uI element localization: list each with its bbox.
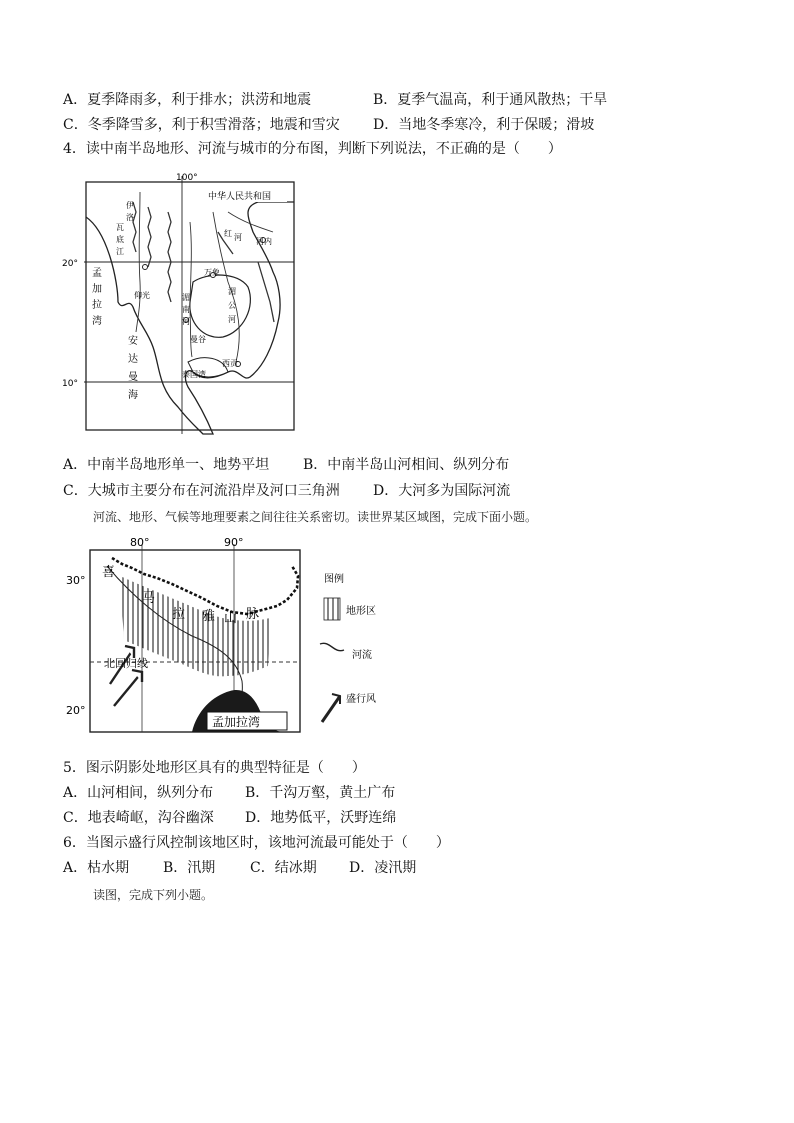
lat-20-label: 20°: [62, 259, 78, 269]
sea-label-da: 达: [128, 354, 138, 365]
lat-20-label: 20°: [66, 704, 86, 717]
himalaya-label-6: 脉: [246, 607, 260, 622]
q5-option-a: A．山河相间，纵列分布: [63, 785, 214, 801]
legend-wind-swatch: [322, 696, 340, 722]
q5-stem: 5．图示阴影处地形区具有的典型特征是（ ）: [63, 760, 366, 776]
menam-label-3: 河: [182, 317, 190, 326]
river-label-wa: 瓦: [116, 223, 124, 232]
q6-option-a: A．枯水期: [63, 860, 130, 876]
himalaya-label-5: 山: [224, 611, 238, 626]
mekong-label-3: 河: [228, 315, 236, 324]
city-label-bangkok: 曼谷: [190, 335, 206, 344]
q4-stem: 4．读中南半岛地形、河流与城市的分布图，判断下列说法，不正确的是（ ）: [63, 141, 562, 157]
q6-option-c: C．结冰期: [250, 860, 317, 876]
city-label-hanoi: 河内: [256, 237, 272, 246]
bay-label-wan: 湾: [92, 316, 102, 327]
city-label-saigon: 西贡: [222, 359, 238, 368]
lat-30-label: 30°: [66, 574, 86, 587]
legend-title: 图例: [324, 574, 344, 585]
mekong-label-1: 湄: [228, 287, 236, 296]
legend: [320, 572, 376, 722]
lon-80-label: 80°: [130, 536, 150, 549]
bay-label-jia: 加: [92, 284, 102, 295]
intro-text-2: 读图，完成下列小题。: [93, 888, 214, 902]
mekong-label-2: 公: [228, 301, 236, 310]
q6-option-b: B．汛期: [163, 860, 216, 876]
red-river-label-he: 河: [234, 233, 242, 242]
bay-label: 孟加拉湾: [212, 715, 261, 729]
legend-wind-label: 盛行风: [346, 694, 376, 705]
himalaya-label-1: 喜: [102, 565, 116, 580]
china-label: 中华人民共和国: [208, 192, 272, 202]
legend-terrain-swatch: [324, 598, 340, 620]
menam-label-2: 南: [182, 305, 190, 314]
q4-option-b: B．中南半岛山河相间、纵列分布: [303, 457, 510, 473]
q4-option-a: A．中南半岛地形单一、地势平坦: [63, 457, 270, 473]
lon-100-label: 100°: [176, 173, 198, 183]
tropic-label: 北回归线: [104, 657, 148, 670]
legend-river-label: 河流: [352, 650, 372, 661]
himalaya-label-3: 拉: [172, 607, 186, 622]
q6-option-d: D．凌汛期: [349, 860, 417, 876]
river-label-jiang: 江: [116, 247, 124, 256]
river-label-yi: 伊: [126, 201, 134, 210]
lon-90-label: 90°: [224, 536, 244, 549]
q4-option-d: D．大河多为国际河流: [373, 483, 511, 499]
bay-label-la: 拉: [92, 300, 102, 311]
city-label-yangon: 仰光: [134, 291, 150, 300]
sea-label-an: 安: [128, 336, 138, 347]
q3-option-c: C．冬季降雪多，利于积雪滑落；地震和雪灾: [63, 117, 340, 133]
gulf-label: 泰国湾: [182, 370, 206, 379]
intro-text-1: 河流、地形、气候等地理要素之间往往关系密切。读世界某区域图，完成下面小题。: [93, 510, 538, 524]
himalaya-label-2: 马: [142, 591, 156, 606]
q5-option-b: B．千沟万壑，黄土广布: [245, 785, 396, 801]
legend-river-swatch: [320, 643, 344, 650]
sea-label-hai: 海: [128, 390, 138, 401]
q3-option-d: D．当地冬季寒冷，利于保暖；滑坡: [373, 117, 595, 133]
q3-option-a: A．夏季降雨多，利于排水；洪涝和地震: [63, 92, 312, 108]
q5-option-c: C．地表崎岖，沟谷幽深: [63, 810, 214, 826]
bay-label-meng: 孟: [92, 268, 102, 279]
river-label-luo: 洛: [126, 213, 134, 222]
lat-10-label: 10°: [62, 379, 78, 389]
q6-stem: 6．当图示盛行风控制该地区时，该地河流最可能处于（ ）: [63, 835, 450, 851]
red-river-label-hong: 红: [224, 229, 232, 238]
himalaya-label-4: 雅: [202, 609, 216, 624]
city-label-vientiane: 万象: [204, 268, 220, 277]
sea-label-man: 曼: [128, 372, 138, 383]
q4-option-c: C．大城市主要分布在河流沿岸及河口三角洲: [63, 483, 340, 499]
himalaya-map: [62, 536, 402, 736]
legend-terrain-label: 地形区: [346, 606, 376, 617]
menam-label-1: 湄: [182, 293, 190, 302]
indochina-map: [62, 172, 298, 437]
q3-option-b: B．夏季气温高，利于通风散热；干旱: [373, 92, 608, 108]
river-label-di: 底: [116, 235, 124, 244]
q5-option-d: D．地势低平，沃野连绵: [245, 810, 397, 826]
